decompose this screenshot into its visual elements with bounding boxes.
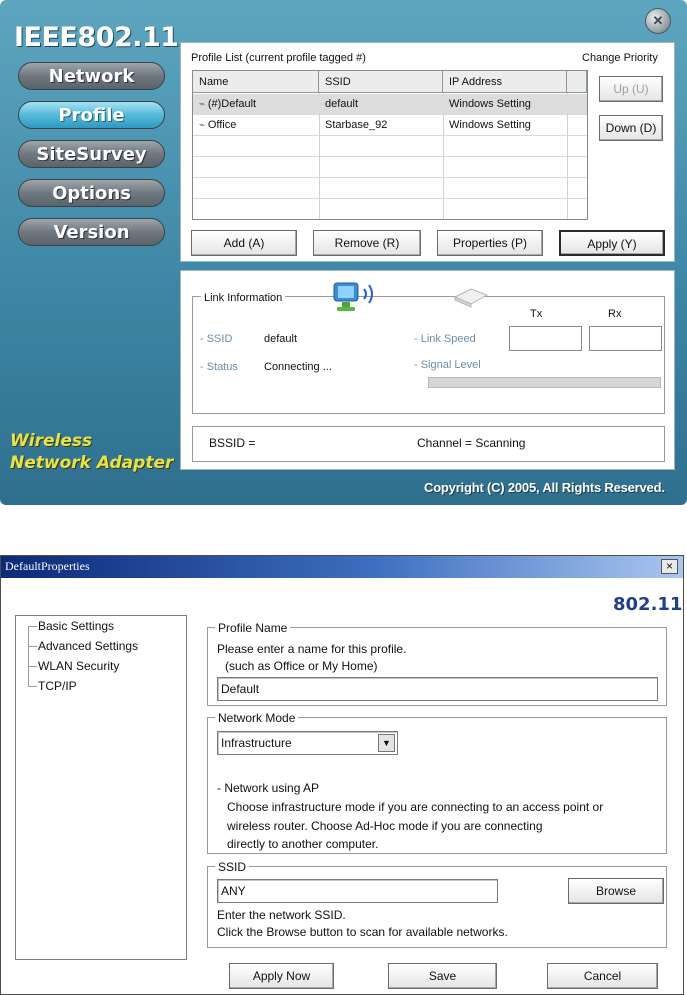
dialog-title: DefaultProperties (5, 559, 90, 573)
standard-badge: 802.11 (613, 594, 683, 615)
profile-table (192, 70, 588, 220)
rx-label: Rx (608, 308, 622, 320)
properties-dialog (0, 555, 684, 995)
network-mode-note-1: Choose infrastructure mode if you are connecting to an access point or (227, 800, 604, 814)
nav-network-button[interactable]: Network (18, 62, 165, 90)
copyright-text: Copyright (C) 2005, All Rights Reserved. (424, 480, 665, 495)
cancel-button[interactable]: Cancel (547, 963, 658, 989)
ssid-input[interactable]: ANY (217, 879, 498, 903)
network-mode-select[interactable] (217, 731, 398, 755)
ssid-hint-1: Enter the network SSID. (217, 908, 346, 922)
signal-icon: ⌁ (199, 120, 208, 131)
table-row (193, 136, 587, 157)
table-row (193, 178, 587, 199)
table-row (193, 157, 587, 178)
network-mode-note-2: wireless router. Choose Ad-Hoc mode if you are connecting (227, 819, 543, 833)
nav-sitesurvey-button[interactable]: SiteSurvey (18, 140, 165, 168)
save-button[interactable]: Save (388, 963, 497, 989)
title-bar (1, 556, 683, 578)
tree-item-advanced-settings[interactable]: Advanced Settings (38, 639, 139, 653)
profile-ssid-cell: default (325, 98, 359, 110)
profile-ip-cell: Windows Setting (449, 98, 531, 110)
apply-button[interactable]: Apply (Y) (559, 230, 665, 256)
profile-list-panel (180, 42, 675, 262)
profile-name-hint-2: (such as Office or My Home) (225, 659, 378, 673)
status-label: - Status (200, 361, 238, 373)
ssid-legend: SSID (215, 860, 249, 874)
nav-profile-button[interactable]: Profile (18, 101, 165, 129)
profile-ip-cell: Windows Setting (449, 119, 531, 131)
channel-label: Channel = Scanning (417, 436, 526, 450)
app-logo: IEEE802.11 (14, 22, 179, 53)
browse-button[interactable]: Browse (568, 878, 664, 904)
profile-name-cell (193, 115, 319, 136)
link-information-panel (180, 270, 675, 470)
profile-ssid-cell: Starbase_92 (325, 119, 388, 131)
close-button[interactable]: × (661, 559, 678, 574)
column-header-ssid[interactable]: SSID (319, 71, 443, 93)
network-mode-legend: Network Mode (215, 711, 298, 725)
properties-button[interactable]: Properties (P) (437, 230, 543, 256)
column-header-name[interactable]: Name (193, 71, 319, 93)
adapter-card-icon (451, 283, 491, 309)
add-button[interactable]: Add (A) (191, 230, 297, 256)
signal-level-bar (428, 377, 661, 388)
profile-name-value: (#)Default (207, 98, 257, 110)
signal-icon: ⌁ (199, 99, 208, 110)
tx-rate-box (509, 326, 582, 351)
tree-connector (28, 686, 37, 687)
tree-item-wlan-security[interactable]: WLAN Security (38, 659, 120, 673)
network-mode-note-title: - Network using AP (217, 781, 320, 795)
close-icon[interactable]: ✕ (645, 8, 671, 34)
down-button[interactable]: Down (D) (599, 115, 663, 141)
signal-level-label: - Signal Level (414, 359, 481, 371)
ssid-hint-2: Click the Browse button to scan for available networks. (217, 925, 508, 939)
dropdown-arrow-icon[interactable]: ▼ (378, 734, 395, 752)
tree-connector (28, 626, 37, 627)
profile-name-value: Office (207, 119, 237, 131)
link-information-legend: Link Information (201, 292, 285, 304)
tx-label: Tx (530, 308, 543, 320)
ssid-value: default (264, 333, 298, 345)
table-row[interactable] (193, 94, 587, 115)
profile-name-legend: Profile Name (215, 621, 290, 635)
tree-item-tcpip[interactable]: TCP/IP (38, 679, 77, 693)
tree-connector (28, 666, 37, 667)
profile-name-cell (193, 94, 319, 115)
brand-line-2: Network Adapter (10, 453, 174, 473)
network-mode-value: Infrastructure (221, 736, 292, 750)
link-information-group (192, 296, 665, 414)
column-header-ip[interactable]: IP Address (443, 71, 567, 93)
profile-name-input[interactable]: Default (217, 677, 658, 701)
tree-connector (28, 646, 37, 647)
status-value: Connecting ... (264, 361, 332, 373)
remove-button[interactable]: Remove (R) (313, 230, 421, 256)
network-computer-icon (331, 277, 391, 317)
tree-item-basic-settings[interactable]: Basic Settings (38, 619, 115, 633)
link-speed-label: - Link Speed (414, 333, 476, 345)
profile-list-label: Profile List (current profile tagged #) (191, 52, 366, 64)
network-mode-note-3: directly to another computer. (227, 837, 379, 851)
brand-text (10, 430, 173, 474)
ssid-label: - SSID (200, 333, 233, 345)
bssid-label: BSSID = (209, 436, 256, 450)
profile-name-hint-1: Please enter a name for this profile. (217, 642, 407, 656)
apply-now-button[interactable]: Apply Now (229, 963, 334, 989)
column-header-filler (567, 71, 587, 93)
brand-line-1: Wireless (10, 431, 93, 451)
change-priority-label: Change Priority (582, 52, 658, 64)
up-button[interactable]: Up (U) (599, 76, 663, 102)
table-row[interactable] (193, 115, 587, 136)
settings-tree (15, 615, 187, 960)
nav-options-button[interactable]: Options (18, 179, 165, 207)
nav-version-button[interactable]: Version (18, 218, 165, 246)
tree-connector (28, 626, 29, 687)
rx-rate-box (589, 326, 662, 351)
